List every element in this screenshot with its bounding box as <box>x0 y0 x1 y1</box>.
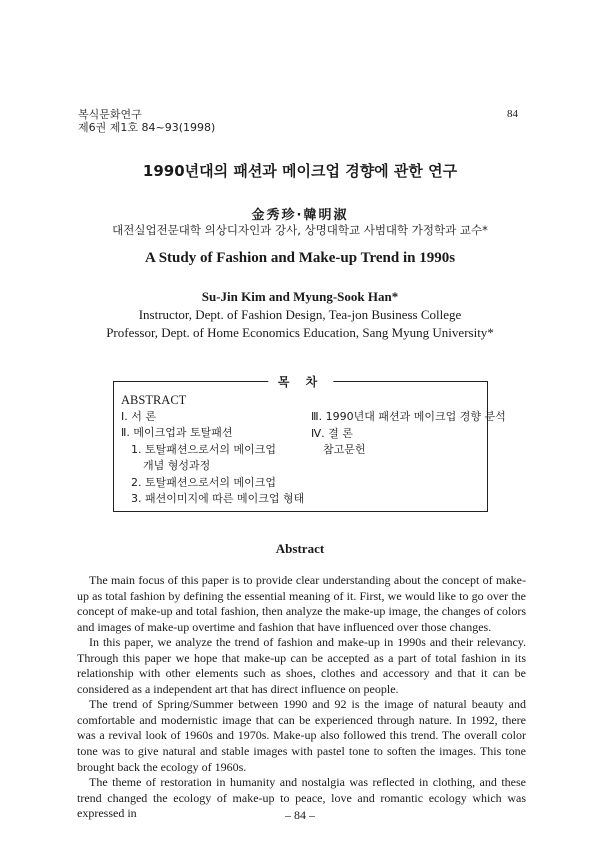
abstract-paragraph: The trend of Spring/Summer between 1990 and 92 is the image of natural beauty and comfortable and modernistic image that can be experienced through nature. In 1992, there was a revival look of 1960s and 1970s. Make-up also followed this trend. The overall color tone was to give natural and stable images with pastel tone to soften the images. This tone brought back the ecology of 1960s. <box>77 697 526 774</box>
abstract-body <box>77 573 526 822</box>
toc-item: Ⅳ. 결 론 <box>311 426 353 440</box>
table-of-contents <box>113 375 506 512</box>
toc-item: Ⅰ. 서 론 <box>121 409 156 423</box>
abstract-paragraph: In this paper, we analyze the trend of fashion and make-up in 1990s and their relevancy. Through this paper we hope that make-up can be accepted as a part of total fashion in its relationship with other elements such as shoes, clothes and accessory and that it can be considered as a independent art that has direct influence on people. <box>77 635 526 696</box>
affiliation-english-1: Instructor, Dept. of Fashion Design, Tea-jon Business College <box>138 307 462 322</box>
authors-english: Su-Jin Kim and Myung-Sook Han* <box>201 289 399 304</box>
authors-hanja: 金秀珍·韓明淑 <box>251 208 349 223</box>
toc-item: Ⅱ. 메이크업과 토탈패션 <box>121 426 233 439</box>
toc-item: 3. 패션이미지에 따른 메이크업 형태 <box>131 492 305 505</box>
page-number-bottom: – 84 – <box>285 808 315 822</box>
toc-item: ABSTRACT <box>121 393 187 407</box>
toc-right-column <box>311 409 506 459</box>
abstract-paragraph: The theme of restoration in humanity and nostalgia was reflected in clothing, and these trend changed the ecology of make-up to peace, love and romantic ecology which was expressed in <box>77 775 526 821</box>
title-english: A Study of Fashion and Make-up Trend in 1990s <box>144 250 456 266</box>
affiliation-english-2: Professor, Dept. of Home Economics Education, Sang Myung University* <box>106 325 494 340</box>
toc-item: 개념 형성과정 <box>143 459 211 472</box>
toc-title: 목 차 <box>268 373 333 390</box>
toc-item: 참고문헌 <box>323 443 366 456</box>
toc-left-column <box>121 392 304 508</box>
journal-header <box>78 108 215 134</box>
toc-item: Ⅲ. 1990년대 패션과 메이크업 경향 분석 <box>311 410 506 423</box>
toc-item: 1. 토탈패션으로서의 메이크업 <box>131 442 276 456</box>
abstract-heading: Abstract <box>275 541 325 556</box>
volume-info: 제6권 제1호 84~93(1998) <box>78 121 216 134</box>
page-number-top: 84 <box>507 108 518 120</box>
title-korean: 1990년대의 패션과 메이크업 경향에 관한 연구 <box>142 162 458 180</box>
abstract-paragraph: The main focus of this paper is to provide clear understanding about the concept of make-up as total fashion by defining the essential meaning of it. First, we would like to go over the concept of make-up and total fashion, then analyze the make-up image, the changes of colors and images of make-up overtime and fashion that have influenced over those changes. <box>77 573 526 634</box>
affiliation-korean: 대전실업전문대학 의상디자인과 강사, 상명대학교 사범대학 가정학과 교수* <box>112 223 488 237</box>
journal-name: 복식문화연구 <box>78 108 142 121</box>
toc-item: 2. 토탈패션으로서의 메이크업 <box>131 475 276 489</box>
